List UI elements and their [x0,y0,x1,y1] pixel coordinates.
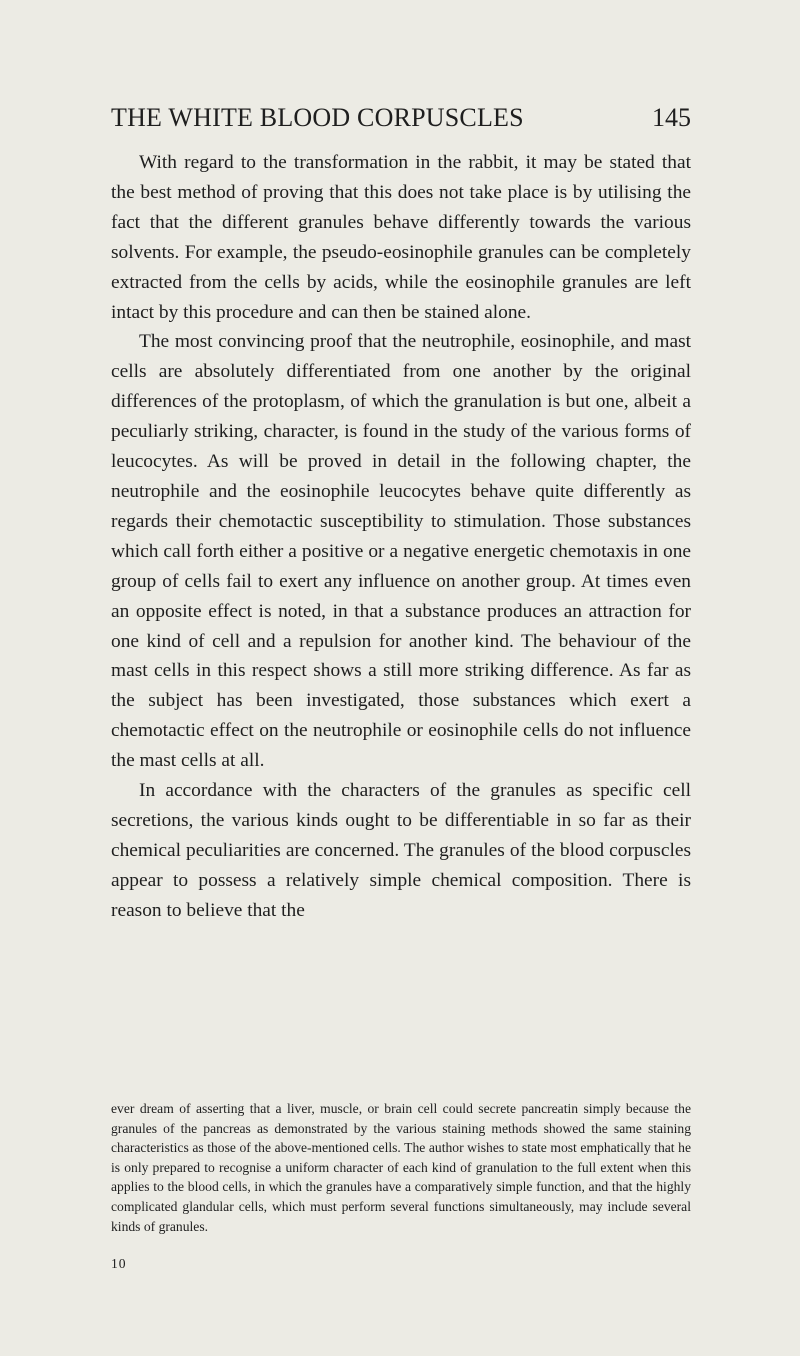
signature-mark: 10 [111,1256,127,1271]
paragraph: The most convincing proof that the neutrophile, eosinophile, and mast cells are absolutely differentiated from one another by the original differences of the protoplasm, of which the granulation is but one, albeit a peculiarly striking, character, is found in the study of the various forms of leucocytes. As will be proved in detail in the following chapter, the neutrophile and the eosinophile leucocytes behave quite differently as regards their chemotactic susceptibility to stimulation. Those substances which call forth either a positive or a negative energetic chemotaxis in one group of cells fail to exert any influence on another group. At times even an opposite effect is noted, in that a substance produces an attraction for one kind of cell and a repulsion for another kind. The behaviour of the mast cells in this respect shows a still more striking difference. As far as the subject has been investigated, those substances which exert a chemotactic effect on the neutrophile or eosinophile cells do not influence the mast cells at all. [111,331,691,772]
body-text [111,148,691,926]
running-head [111,103,691,139]
footnote-text: ever dream of asserting that a liver, muscle, or brain cell could secrete pancreatin simply because the granules of the pancreas as demonstrated by the various staining methods showed the same staining characteristics as those of the above-mentioned cells. The author wishes to state most emphatically that he is only prepared to recognise a uniform character of each kind of granulation to the full extent when this applies to the blood cells, in which the granules have a comparatively simple function, and that the highly complicated glandular cells, which must perform several functions simultaneously, may include several kinds of granules. [111,1101,691,1234]
running-title: THE WHITE BLOOD CORPUSCLES [111,103,524,132]
paragraph: In accordance with the characters of the granules as specific cell secretions, the various kinds ought to be differentiable in so far as their chemical peculiarities are concerned. The granules of the blood corpuscles appear to possess a relatively simple chemical composition. There is reason to believe that the [111,780,691,921]
page-number: 145 [652,103,691,132]
paragraph: With regard to the transformation in the rabbit, it may be stated that the best method of proving that this does not take place is by utilising the fact that the different granules behave differently towards the various solvents. For example, the pseudo-eosinophile granules can be completely extracted from the cells by acids, while the eosinophile granules are left intact by this procedure and can then be stained alone. [111,152,691,323]
footnote [111,1099,691,1236]
